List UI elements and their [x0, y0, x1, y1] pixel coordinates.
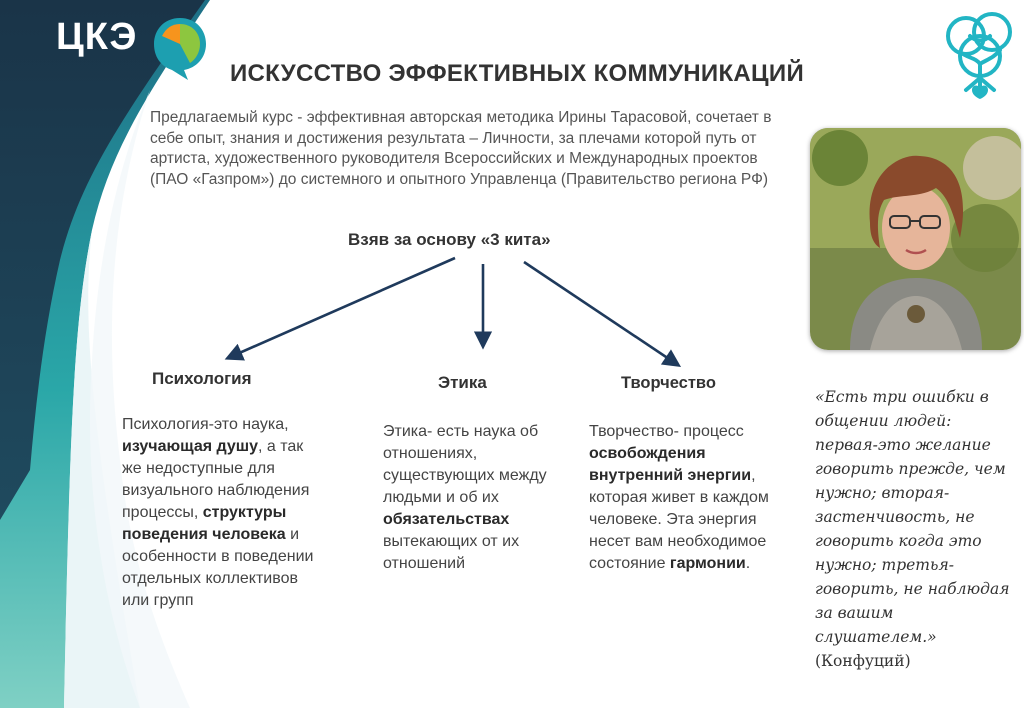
quote-author: (Конфуций)	[815, 652, 911, 670]
arrow-to-psychology	[228, 258, 455, 358]
quote-text: «Есть три ошибки в общении людей: первая-это желание говорить прежде, чем нужно; вторая-застенчивость, не говорить когда это нужно; третья-говорить, не наблюдая за вашим слушателем.»	[815, 388, 1010, 646]
psychology-description: Психология-это наука, изучающая душу, а так же недоступные для визуального наблюдения процессы, структуры поведения человека и особенности в поведении отдельных коллективов или групп	[122, 416, 314, 609]
confucius-quote	[815, 385, 1015, 673]
page-title: ИСКУССТВО ЭФФЕКТИВНЫХ КОММУНИКАЦИЙ	[230, 60, 804, 87]
speech-bubble-logo-icon	[150, 14, 208, 85]
emphasis: обязательствах	[383, 511, 510, 528]
intro-paragraph: Предлагаемый курс - эффективная авторская методика Ирины Тарасовой, сочетает в себе опыт, знания и достижения результата – Личности, за плечами которой путь от артиста, художественного руководителя Всероссийских и Международных проектов (ПАО «Газпром») до системного и опытного Управленца (Правительство региона РФ)	[150, 109, 772, 188]
emphasis: освобождения внутренний энергии	[589, 445, 752, 484]
tree-brain-logo-icon	[936, 6, 1024, 105]
creativity-title: Творчество	[621, 374, 716, 392]
brand-logo-text: ЦКЭ	[56, 16, 138, 58]
emphasis: изучающая душу	[122, 438, 258, 455]
basis-heading: Взяв за основу «3 кита»	[348, 230, 551, 249]
psychology-title: Психология	[152, 369, 252, 388]
emphasis: гармонии	[669, 555, 746, 572]
portrait-photo	[810, 128, 1021, 350]
emphasis: структуры поведения человека	[122, 504, 287, 543]
ethics-description: Этика- есть наука об отношениях, существующих между людьми и об их обязательствах вытекающих от их отношений	[383, 423, 547, 572]
arrow-to-creativity	[524, 262, 678, 365]
creativity-description: Творчество- процесс освобождения внутренний энергии, которая живет в каждом человеке. Эта энергия несет вам необходимое состояние гармонии.	[589, 423, 769, 572]
ethics-title: Этика	[438, 373, 487, 392]
